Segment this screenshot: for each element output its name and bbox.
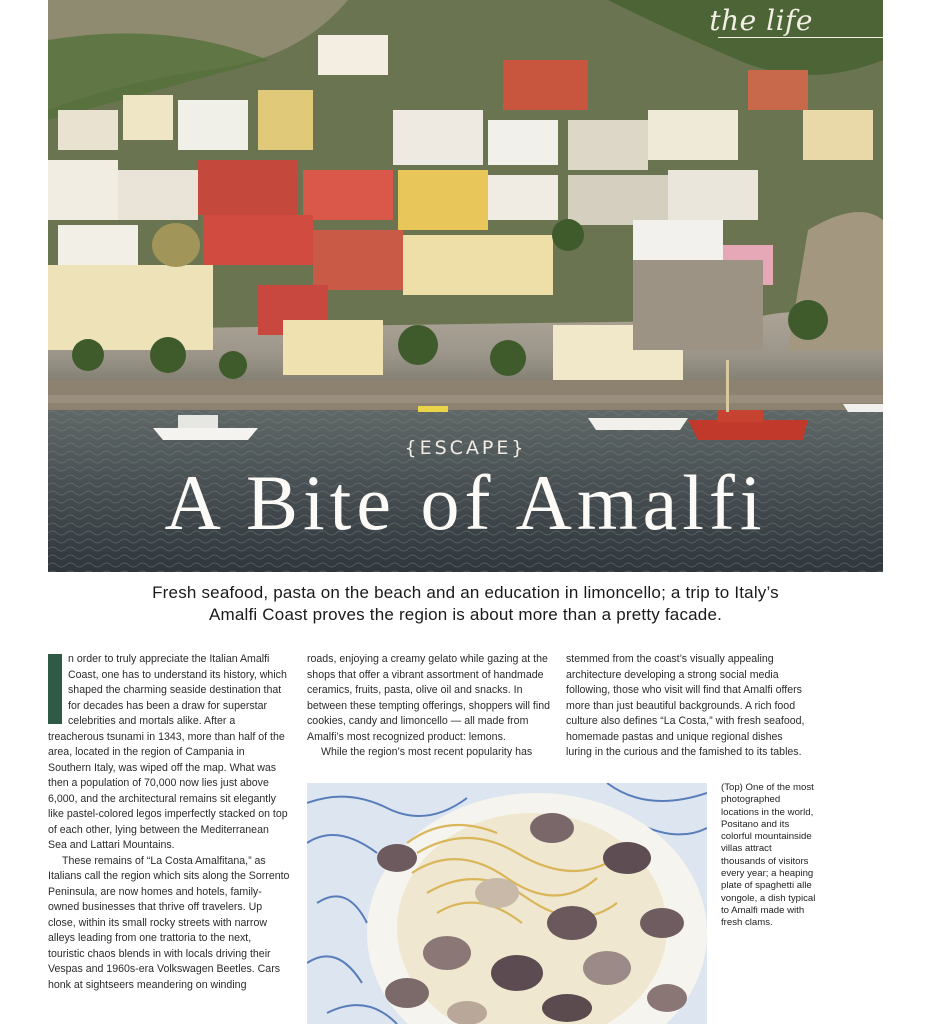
body-paragraph: n order to truly appreciate the Italian Amalfi Coast, one has to understand its history, which shaped the charming seaside destination that for decades has been a draw for superstar celebrities and mortals alike. After a treacherous tsunami in 1343, more than half of the area, located in the region of Campania in Southern Italy, was wiped off the map. What was then a population of 70,000 now lies just above 6,000, and the architectural remains sit elegantly like pastel-colored legos imperfectly stacked on top of each other, lying between the Mediterranean Sea and Lattari Mountains. <box>48 653 288 851</box>
deck <box>48 582 883 626</box>
body-paragraph: These remains of “La Costa Amalfitana,” as Italians call the region which sits along the Sorrento Peninsula, are now homes and hotels, family-owned businesses that thrive off travelers. Up close, within its small rocky streets with narrow alleys leading from one trattoria to the next, touristic chaos blends in with locals driving their Vespas and 1960s-era Volkswagen Beetles. Cars honk at sightseers meandering on winding <box>48 854 290 991</box>
dropcap-bar <box>48 654 62 724</box>
headline: A Bite of Amalfi <box>164 459 767 546</box>
body-column-2 <box>307 652 552 761</box>
section-rule <box>718 37 883 38</box>
section-tag: the life <box>709 4 813 37</box>
deck-line-2: Amalfi Coast proves the region is about more than a pretty facade. <box>208 605 723 624</box>
photo-caption: (Top) One of the most photographed locations in the world, Positano and its colorful mountainside villas attract thousands of visitors every year; a heaping plate of spaghetti alle vongole, a dish typical to Amalfi made with fresh clams. <box>721 782 816 929</box>
spaghetti-clams-illustration <box>307 783 707 1024</box>
deck-line-1: Fresh seafood, pasta on the beach and an education in limoncello; a trip to Italy’s <box>152 583 779 602</box>
body-paragraph: roads, enjoying a creamy gelato while gazing at the shops that offer a vibrant assortment of handmade ceramics, fruits, pasta, olive oil and snacks. In between these tempting offerings, shoppers will find cookies, candy and limoncello — all made from Amalfi’s most recognized product: lemons. <box>307 653 551 743</box>
hero-photo-positano <box>48 0 883 572</box>
body-column-3 <box>566 652 811 761</box>
kicker-label: {ESCAPE} <box>404 437 527 459</box>
body-paragraph: While the region’s most recent popularity has <box>321 746 533 758</box>
body-paragraph: stemmed from the coast’s visually appealing architecture developing a strong social media following, those who visit will find that Amalfi offers more than just beautiful backgrounds. A rich food culture also defines “La Costa,” with fresh seafood, homemade pastas and unique regional dishes luring in the curious and the famished to its tables. <box>566 653 805 758</box>
food-photo-spaghetti-vongole <box>307 783 707 1024</box>
body-column-1 <box>48 652 290 993</box>
